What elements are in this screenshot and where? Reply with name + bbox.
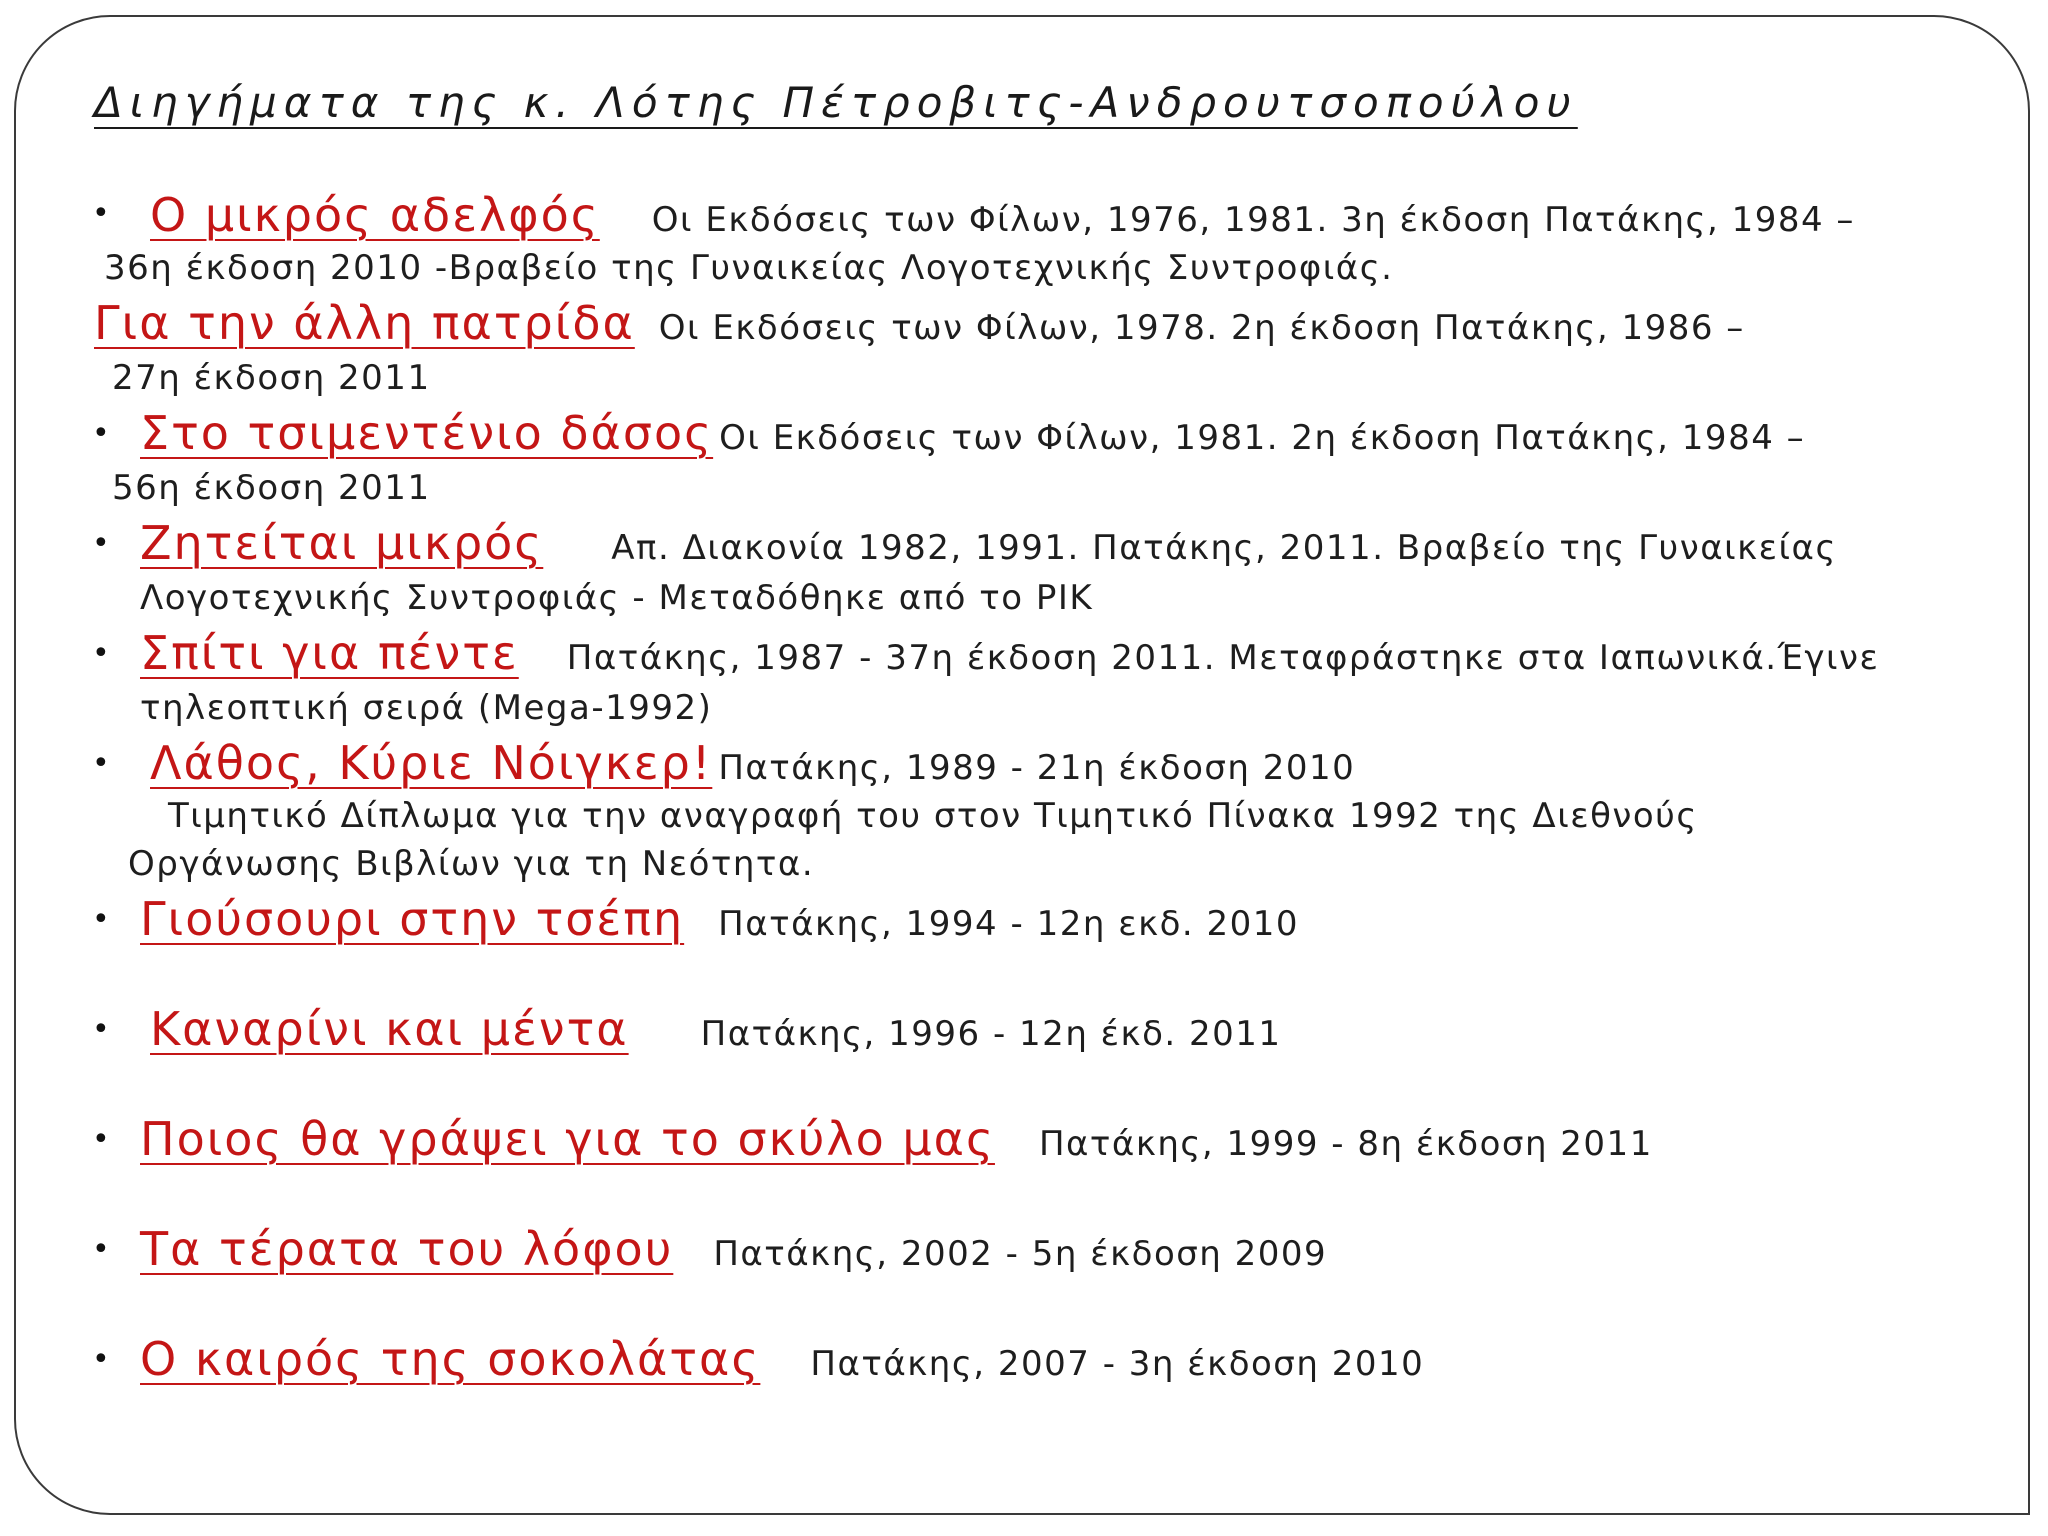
list-item-4-cont-1: Λογοτεχνικής Συντροφιάς - Μεταδόθηκε από το ΡΙΚ	[140, 578, 1094, 618]
list-item-3-cont-1: 56η έκδοση 2011	[112, 468, 431, 508]
book-title-8: Καναρίνι και μέντα	[150, 1002, 629, 1056]
book-info-3: Οι Εκδόσεις των Φίλων, 1981. 2η έκδοση Πατάκης, 1984 –	[719, 418, 1806, 458]
list-item-6	[150, 736, 1355, 790]
list-item-2	[94, 296, 1745, 350]
list-item-6-cont-2: Οργάνωσης Βιβλίων για τη Νεότητα.	[128, 844, 815, 884]
list-item-3	[140, 406, 1805, 460]
book-info-2: Οι Εκδόσεις των Φίλων, 1978. 2η έκδοση Πατάκης, 1986 –	[658, 308, 1745, 348]
book-info-1: Οι Εκδόσεις των Φίλων, 1976, 1981. 3η έκδοση Πατάκης, 1984 –	[651, 200, 1855, 240]
list-item-5	[140, 626, 1879, 680]
list-item-10	[140, 1222, 1327, 1276]
list-item-4	[140, 516, 1837, 570]
list-item-9	[140, 1112, 1653, 1166]
book-info-7: Πατάκης, 1994 - 12η εκδ. 2010	[718, 904, 1300, 944]
book-info-10: Πατάκης, 2002 - 5η έκδοση 2009	[713, 1234, 1328, 1274]
book-info-5: Πατάκης, 1987 - 37η έκδοση 2011. Μεταφράστηκε στα Ιαπωνικά.Έγινε	[566, 638, 1880, 678]
bullet-4: •	[92, 526, 110, 561]
bullet-11: •	[92, 1342, 110, 1377]
bullet-5: •	[92, 636, 110, 671]
book-info-6: Πατάκης, 1989 - 21η έκδοση 2010	[718, 748, 1356, 788]
bullet-6: •	[92, 746, 110, 781]
list-item-6-cont-1: Τιμητικό Δίπλωμα για την αναγραφή του στον Τιμητικό Πίνακα 1992 της Διεθνούς	[168, 796, 1698, 836]
book-info-9: Πατάκης, 1999 - 8η έκδοση 2011	[1038, 1124, 1653, 1164]
list-item-7	[140, 892, 1299, 946]
list-item-11	[140, 1332, 1424, 1386]
book-title-5: Σπίτι για πέντε	[140, 626, 519, 680]
book-title-4: Ζητείται μικρός	[140, 516, 544, 570]
list-item-1-cont-1: 36η έκδοση 2010 -Βραβείο της Γυναικείας Λογοτεχνικής Συντροφιάς.	[104, 248, 1394, 288]
bullet-7: •	[92, 902, 110, 937]
bullet-9: •	[92, 1122, 110, 1157]
list-item-5-cont-1: τηλεοπτική σειρά (Mega-1992)	[140, 688, 713, 728]
slide-title: Διηγήματα της κ. Λότης Πέτροβιτς-Ανδρουτσοπούλου	[94, 78, 1578, 127]
book-title-3: Στο τσιμεντένιο δάσος	[140, 406, 714, 460]
book-title-10: Τα τέρατα του λόφου	[140, 1222, 674, 1276]
list-item-2-cont-1: 27η έκδοση 2011	[112, 358, 431, 398]
book-title-9: Ποιος θα γράψει για το σκύλο μας	[140, 1112, 995, 1166]
book-title-7: Γιούσουρι στην τσέπη	[140, 892, 685, 946]
book-info-11: Πατάκης, 2007 - 3η έκδοση 2010	[810, 1344, 1425, 1384]
book-title-2: Για την άλλη πατρίδα	[94, 296, 635, 350]
book-title-1: Ο μικρός αδελφός	[150, 188, 600, 242]
book-info-8: Πατάκης, 1996 - 12η έκδ. 2011	[700, 1014, 1282, 1054]
bullet-8: •	[92, 1012, 110, 1047]
list-item-1	[150, 188, 1855, 242]
book-info-4: Απ. Διακονία 1982, 1991. Πατάκης, 2011. Βραβείο της Γυναικείας	[611, 528, 1837, 568]
bullet-3: •	[92, 416, 110, 451]
bullet-1: •	[92, 196, 110, 231]
bullet-10: •	[92, 1232, 110, 1267]
list-item-8	[150, 1002, 1282, 1056]
book-title-11: Ο καιρός της σοκολάτας	[140, 1332, 761, 1386]
book-title-6: Λάθος, Κύριε Νόιγκερ!	[150, 736, 713, 790]
